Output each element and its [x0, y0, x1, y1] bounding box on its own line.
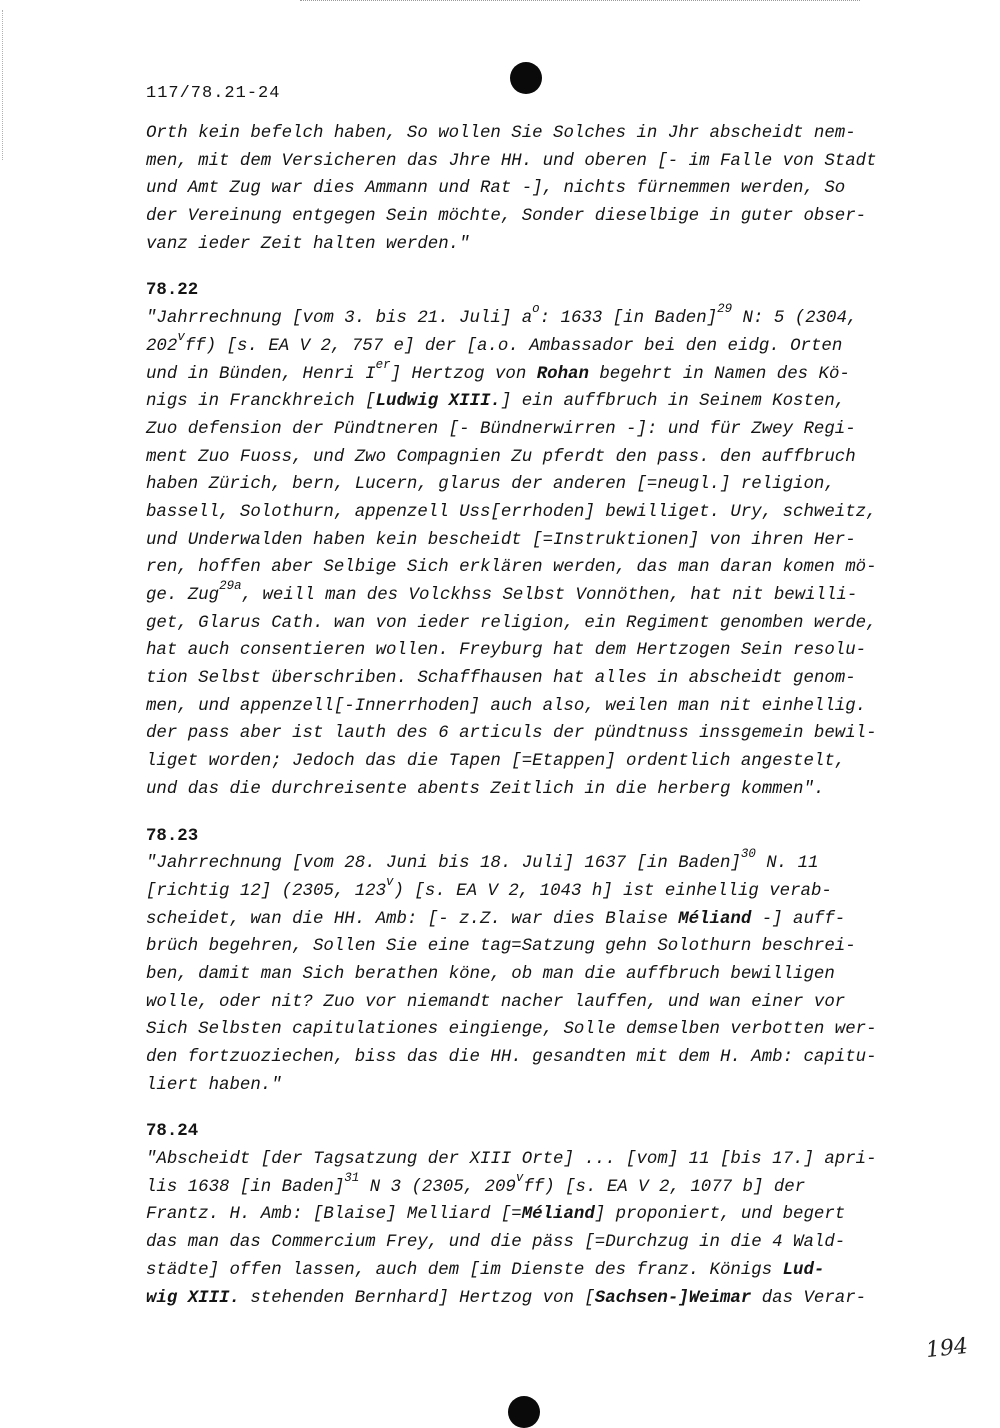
text-line: wig XIII. stehenden Bernhard] Hertzog von [Sachsen-]Weimar das Verar- [146, 1288, 867, 1308]
text-line: bassell, Solothurn, appenzell Uss[errhoden] bewilliget. Ury, schweitz, [146, 502, 877, 522]
text-line: men, und appenzell[-Innerrhoden] auch also, weilen man nit einhellig. [146, 696, 867, 716]
text-line: den fortzuoziechen, biss das die HH. gesandten mit dem H. Amb: capitu- [146, 1048, 877, 1067]
text-line: der pass aber ist lauth des 6 articuls der pündtnuss inssgemein bewil- [146, 724, 877, 744]
text-line: ment Zuo Fuoss, und Zwo Compagnien Zu pferdt den pass. den auffbruch [146, 447, 856, 467]
text-line: und in Bünden, Henri Ier] Hertzog von Rohan begehrt in Namen des Kö- [146, 357, 850, 384]
intro-paragraph [146, 120, 926, 258]
text-line: get, Glarus Cath. wan von ieder religion, ein Regiment genomben werde, [146, 613, 877, 633]
text-line: brüch begehren, Sollen Sie eine tag=Satzung gehn Solothurn beschrei- [146, 937, 856, 957]
document-reference: 117/78.21-24 [146, 84, 281, 103]
handwritten-page-number: 194 [924, 1333, 970, 1364]
section-heading: 78.22 [146, 281, 199, 301]
text-line: lis 1638 [in Baden]$^{31}$ N 3 (2305, 209$^v$ff) [s. EA V 2, 1077 b] der [146, 1170, 806, 1197]
text-line: Sich Selbsten capitulationes eingienge, Solle demselben verbotten wer- [146, 1020, 877, 1040]
punch-hole-top [510, 62, 542, 94]
text-line: [richtig 12] (2305, 123$^v$) [s. EA V 2, 1043 h] ist einhellig verab- [146, 875, 832, 901]
page-edge-left [2, 10, 3, 160]
text-line: "Abscheidt [der Tagsatzung der XIII Orte] ... [vom] 11 [bis 17.] apri- [146, 1150, 877, 1170]
text-line: das man das Commercium Frey, und die päss [=Durchzug in die 4 Wald- [146, 1233, 846, 1253]
page-edge-top [300, 0, 860, 1]
text-line: und Amt Zug war dies Ammann und Rat -], nichts fürnemmen werden, So [146, 179, 846, 199]
text-line: und das die durchreisente abents Zeitlich in die herberg kommen". [146, 779, 825, 799]
text-line: der Vereinung entgegen Sein möchte, Sonder dieselbige in guter obser- [146, 207, 867, 227]
section-heading: 78.24 [146, 1122, 199, 1142]
text-line: Zuo defension der Pündtneren [- Bündnerwirren -]: und für Zwey Regi- [146, 419, 856, 439]
section-78-22 [146, 277, 926, 803]
text-line: und Underwalden haben kein bescheidt [=Instruktionen] von ihren Her- [146, 530, 856, 550]
text-line: liget worden; Jedoch das die Tapen [=Etappen] ordentlich angestelt, [146, 752, 846, 772]
text-line: ge. Zug$^{29a}$, weill man des Volckhss Selbst Vonnöthen, hat nit bewilli- [146, 579, 858, 605]
text-line: ren, hoffen aber Selbige Sich erklären werden, das man daran komen mö- [146, 558, 877, 578]
text-line: wolle, oder nit? Zuo vor niemandt nacher lauffen, und wan einer vor [146, 992, 846, 1012]
text-line: liert haben." [146, 1075, 282, 1095]
text-line: hat auch consentieren wollen. Freyburg hat dem Hertzogen Sein resolu- [146, 641, 867, 661]
text-line: "Jahrrechnung [vom 28. Juni bis 18. Juli] 1637 [in Baden]$^{30}$ N. 11 [146, 847, 819, 874]
text-line: men, mit dem Versicheren das Jhre HH. und oberen [- im Falle von Stadt [146, 151, 877, 171]
text-line: nigs in Franckhreich [Ludwig XIII.] ein auffbruch in Seinem Kosten, [146, 392, 846, 412]
text-line: scheidet, wan die HH. Amb: [- z.Z. war dies Blaise Méliand -] auff- [146, 909, 846, 929]
punch-hole-bottom [508, 1396, 540, 1428]
text-line: "Jahrrechnung [vom 3. bis 21. Juli] $a^o$: 1633 [in Baden]$^{29}$ N: 5 (2304, [146, 302, 858, 329]
text-line: haben Zürich, bern, Lucern, glarus der anderen [=neugl.] religion, [146, 475, 835, 495]
section-78-24 [146, 1118, 926, 1312]
text-line: ben, damit man Sich berathen köne, ob man die auffbruch bewilligen [146, 964, 835, 984]
section-heading: 78.23 [146, 826, 199, 846]
text-line: tion Selbst überschriben. Schaffhausen hat alles in abscheidt genom- [146, 669, 856, 689]
section-78-23 [146, 823, 926, 1100]
text-line: Orth kein befelch haben, So wollen Sie Solches in Jhr abscheidt nem- [146, 124, 856, 143]
text-line: vanz ieder Zeit halten werden." [146, 234, 470, 254]
text-line: städte] offen lassen, auch dem [im Dienste des franz. Königs Lud- [146, 1260, 825, 1280]
document-body [146, 120, 926, 1312]
text-line: Frantz. H. Amb: [Blaise] Melliard [=Méliand] proponiert, und begert [146, 1205, 846, 1225]
text-line: 202$^v$ff) [s. EA V 2, 757 e] der [a.o. Ambassador bei den eidg. Orten [146, 330, 843, 356]
